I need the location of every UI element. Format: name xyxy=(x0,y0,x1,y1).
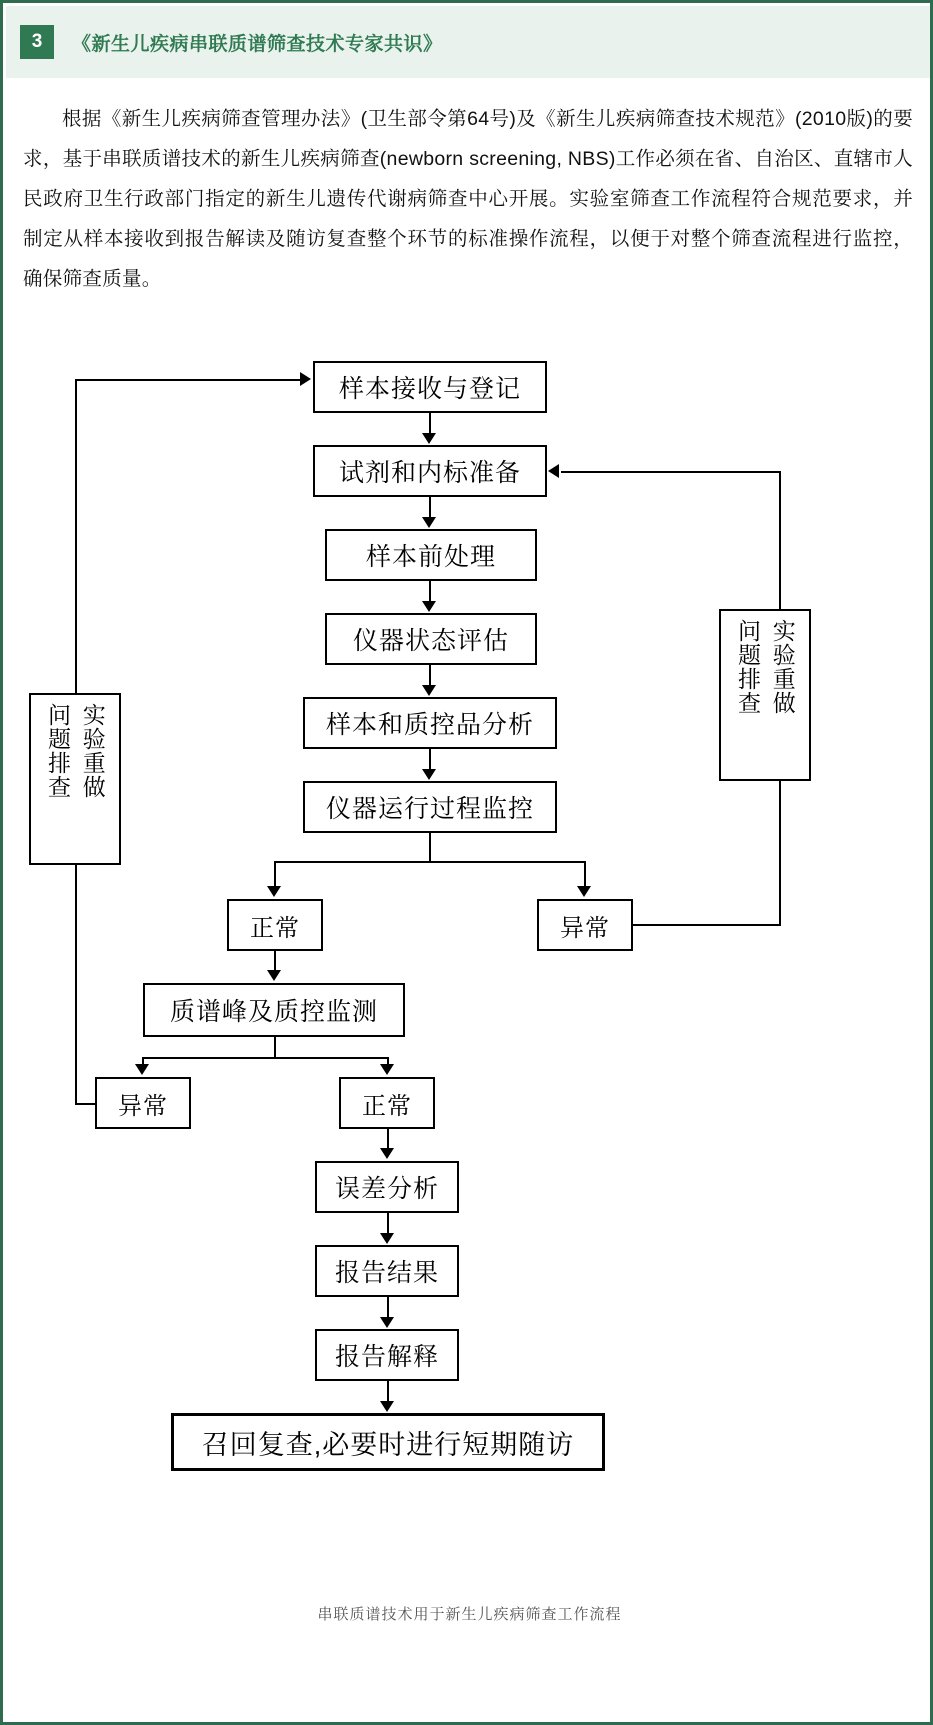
edge-abnormal1-right xyxy=(633,924,781,926)
flowchart xyxy=(3,333,933,1583)
edge-abnormal2-up xyxy=(75,865,77,1105)
edge-leftloop-up xyxy=(75,379,77,695)
arrowhead-n6-abnormal xyxy=(577,886,591,897)
edge-n6-split-bar xyxy=(274,861,586,863)
arrowhead-n1-n2 xyxy=(422,433,436,444)
section-header xyxy=(6,6,933,78)
edge-n6-abnormal xyxy=(584,861,586,887)
edge-rightloop-up xyxy=(779,471,781,611)
flow-node-reagent-prep: 试剂和内标准备 xyxy=(313,445,547,497)
flow-node-normal-1: 正常 xyxy=(227,899,323,951)
flow-node-instrument-status: 仪器状态评估 xyxy=(325,613,537,665)
edge-n2-n3 xyxy=(429,497,431,518)
arrowhead-leftloop-n1 xyxy=(300,372,311,386)
arrowhead-n14-n15 xyxy=(380,1401,394,1412)
arrowhead-n12-n13 xyxy=(380,1233,394,1244)
flow-node-report-result: 报告结果 xyxy=(315,1245,459,1297)
loop-right-col-2: 问题排查 xyxy=(735,619,761,715)
flow-node-loop-left xyxy=(29,693,121,865)
edge-n13-n14 xyxy=(387,1297,389,1318)
flow-node-report-interpretation: 报告解释 xyxy=(315,1329,459,1381)
arrowhead-normal2-n12 xyxy=(380,1148,394,1159)
edge-n6-split-stem xyxy=(429,833,431,861)
body-paragraph: 根据《新生儿疾病筛查管理办法》(卫生部令第64号)及《新生儿疾病筛查技术规范》(2010版)的要求，基于串联质谱技术的新生儿疾病筛查(newborn screening, NBS)工作必须在省、自治区、直辖市人民政府卫生行政部门指定的新生儿遗传代谢病筛查中心开展。实验室筛查工作流程符合规范要求，并制定从样本接收到报告解读及随访复查整个环节的标准操作流程，以便于对整个筛查流程进行监控，确保筛查质量。 xyxy=(23,108,913,290)
arrowhead-rightloop-n2 xyxy=(548,464,559,478)
edge-n9-split-bar xyxy=(142,1057,388,1059)
edge-n14-n15 xyxy=(387,1381,389,1402)
edge-leftloop-to-n1 xyxy=(75,379,301,381)
edge-abnormal1-up xyxy=(779,781,781,926)
flow-node-normal-2: 正常 xyxy=(339,1077,435,1129)
figure-caption: 串联质谱技术用于新生儿疾病筛查工作流程 xyxy=(317,1606,622,1623)
edge-n5-n6 xyxy=(429,749,431,770)
flow-node-sample-qc-analysis: 样本和质控品分析 xyxy=(303,697,557,749)
arrowhead-n2-n3 xyxy=(422,517,436,528)
loop-left-col-1: 实验重做 xyxy=(79,703,106,799)
flow-node-ms-peak-qc: 质谱峰及质控监测 xyxy=(143,983,405,1037)
arrowhead-n6-normal xyxy=(267,886,281,897)
flow-node-sample-pretreatment: 样本前处理 xyxy=(325,529,537,581)
edge-rightloop-to-n2 xyxy=(561,471,781,473)
edge-n3-n4 xyxy=(429,581,431,602)
flow-node-run-monitoring: 仪器运行过程监控 xyxy=(303,781,557,833)
flow-node-recall-followup: 召回复查,必要时进行短期随访 xyxy=(171,1413,605,1471)
flow-node-sample-reception: 样本接收与登记 xyxy=(313,361,547,413)
arrowhead-n9-normal2 xyxy=(380,1064,394,1075)
arrowhead-n9-abnormal2 xyxy=(135,1064,149,1075)
arrowhead-normal1-n9 xyxy=(267,970,281,981)
arrowhead-n13-n14 xyxy=(380,1317,394,1328)
loop-right-col-1: 实验重做 xyxy=(769,619,796,715)
edge-n4-n5 xyxy=(429,665,431,686)
edge-normal1-n9 xyxy=(274,951,276,971)
flow-node-abnormal-1: 异常 xyxy=(537,899,633,951)
page-title: 《新生儿疾病串联质谱筛查技术专家共识》 xyxy=(72,33,443,55)
flow-node-error-analysis: 误差分析 xyxy=(315,1161,459,1213)
edge-normal2-n12 xyxy=(387,1129,389,1149)
header-badge-number: 3 xyxy=(20,25,54,59)
edge-n1-n2 xyxy=(429,413,431,434)
arrowhead-n5-n6 xyxy=(422,769,436,780)
flow-node-loop-right xyxy=(719,609,811,781)
flow-node-abnormal-2: 异常 xyxy=(95,1077,191,1129)
edge-n12-n13 xyxy=(387,1213,389,1234)
arrowhead-n3-n4 xyxy=(422,601,436,612)
edge-abnormal2-left xyxy=(75,1103,97,1105)
loop-left-col-2: 问题排查 xyxy=(45,703,71,799)
arrowhead-n4-n5 xyxy=(422,685,436,696)
edge-n6-normal xyxy=(274,861,276,887)
edge-n9-split-stem xyxy=(274,1037,276,1057)
